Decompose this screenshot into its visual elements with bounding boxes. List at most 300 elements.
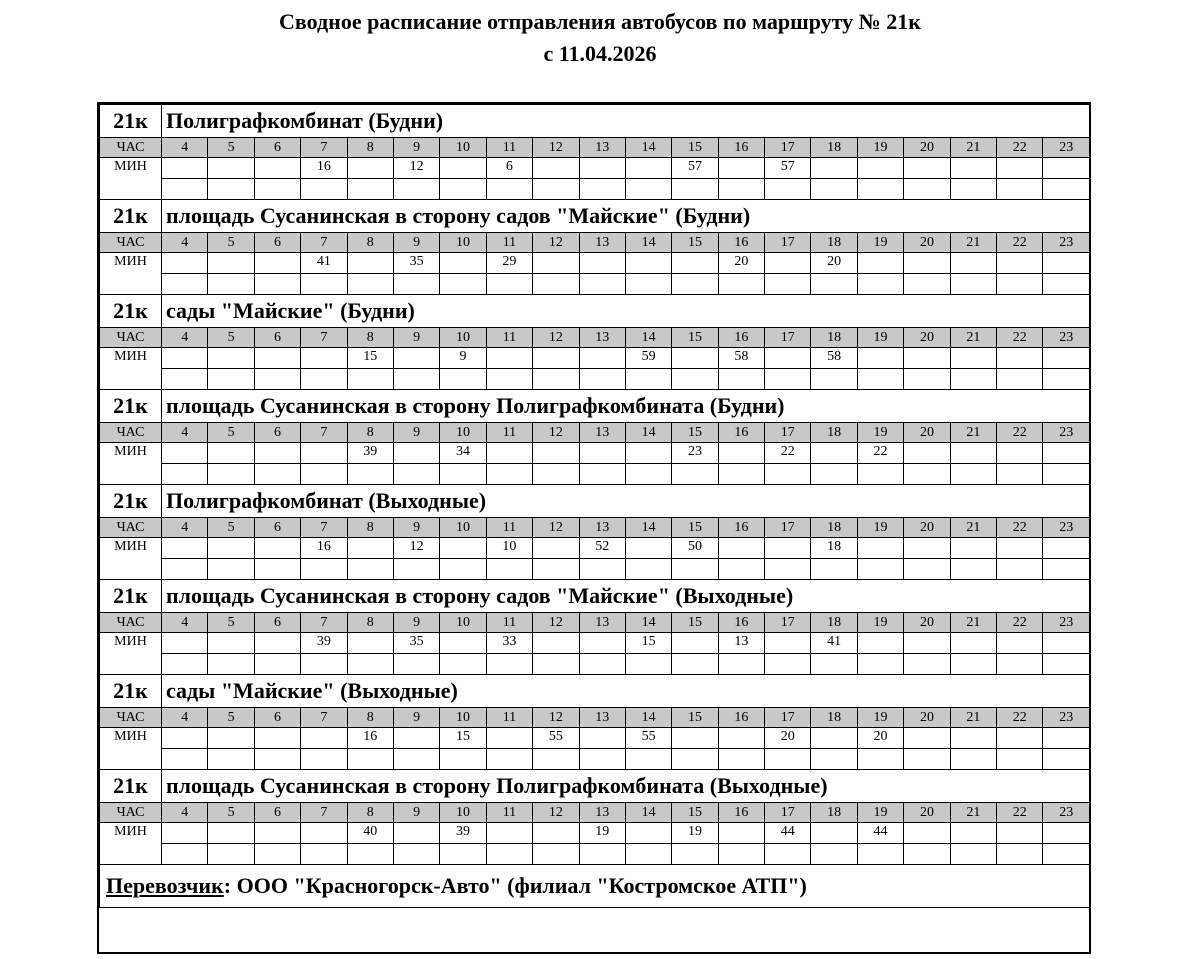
section-header	[100, 770, 1090, 803]
hour-cell: 23	[1043, 708, 1090, 728]
minute-cell-empty	[1043, 464, 1090, 485]
hour-cell: 19	[857, 423, 903, 443]
hour-cell: 14	[625, 518, 671, 538]
minute-cell-empty	[533, 844, 579, 865]
hour-cell: 9	[393, 423, 439, 443]
minute-cell: 20	[765, 728, 811, 749]
hour-cell: 7	[301, 423, 347, 443]
hour-cell: 4	[162, 328, 208, 348]
minute-cell	[857, 253, 903, 274]
minute-cell-empty	[254, 369, 300, 390]
minutes-label: МИН	[100, 443, 162, 485]
carrier-info	[100, 865, 1090, 908]
minute-cell-empty	[440, 179, 486, 200]
minute-cell: 59	[625, 348, 671, 369]
minute-cell-empty	[765, 369, 811, 390]
hour-cell: 16	[718, 613, 764, 633]
minute-cell-empty	[393, 369, 439, 390]
minute-cell	[254, 633, 300, 654]
carrier-label: Перевозчик	[106, 873, 224, 898]
hour-cell: 16	[718, 233, 764, 253]
minute-cell-empty	[579, 464, 625, 485]
minute-cell-empty	[486, 559, 532, 580]
stop-name: площадь Сусанинская в сторону Полиграфкомбината (Будни)	[162, 390, 1090, 423]
stop-name: Полиграфкомбинат (Выходные)	[162, 485, 1090, 518]
minute-cell-empty	[393, 179, 439, 200]
hour-cell: 5	[208, 803, 254, 823]
minutes-row	[100, 728, 1090, 749]
minute-cell	[997, 823, 1043, 844]
hour-cell: 15	[672, 708, 718, 728]
minute-cell-empty	[811, 749, 857, 770]
minute-cell-empty	[393, 274, 439, 295]
minute-cell	[950, 633, 996, 654]
minute-cell	[904, 443, 950, 464]
hour-cell: 8	[347, 613, 393, 633]
minute-cell	[393, 348, 439, 369]
hour-cell: 5	[208, 613, 254, 633]
minute-cell	[811, 158, 857, 179]
minute-cell	[997, 158, 1043, 179]
minute-cell-empty	[579, 654, 625, 675]
hour-cell: 5	[208, 708, 254, 728]
section-header	[100, 200, 1090, 233]
minute-cell-empty	[162, 274, 208, 295]
minute-cell	[997, 633, 1043, 654]
minute-cell-empty	[811, 844, 857, 865]
minute-cell	[904, 823, 950, 844]
hour-cell: 8	[347, 518, 393, 538]
hour-cell: 20	[904, 708, 950, 728]
hour-row	[100, 613, 1090, 633]
minute-cell-empty	[301, 559, 347, 580]
minute-cell	[254, 728, 300, 749]
minute-cell	[208, 823, 254, 844]
hour-cell: 10	[440, 803, 486, 823]
minute-cell	[950, 538, 996, 559]
minute-cell-empty	[718, 654, 764, 675]
minute-cell-empty	[765, 749, 811, 770]
stop-name: площадь Сусанинская в сторону садов "Майские" (Будни)	[162, 200, 1090, 233]
minute-cell-empty	[904, 654, 950, 675]
minute-cell: 15	[440, 728, 486, 749]
minute-cell-empty	[486, 369, 532, 390]
minute-cell	[997, 443, 1043, 464]
minute-cell-empty	[533, 179, 579, 200]
hour-cell: 6	[254, 328, 300, 348]
minute-cell-empty	[347, 274, 393, 295]
minute-cell: 39	[301, 633, 347, 654]
minute-cell-empty	[904, 179, 950, 200]
hour-cell: 23	[1043, 803, 1090, 823]
minutes-row	[100, 158, 1090, 179]
minute-cell-empty	[672, 274, 718, 295]
minute-cell	[857, 348, 903, 369]
minute-cell	[718, 538, 764, 559]
minute-cell: 22	[765, 443, 811, 464]
minute-cell	[162, 348, 208, 369]
minute-cell	[533, 633, 579, 654]
hour-cell: 12	[533, 518, 579, 538]
minute-cell	[718, 443, 764, 464]
minute-cell-empty	[1043, 654, 1090, 675]
hour-cell: 21	[950, 518, 996, 538]
minute-cell-empty	[440, 749, 486, 770]
hour-cell: 18	[811, 138, 857, 158]
hour-cell: 22	[997, 613, 1043, 633]
minute-cell-empty	[857, 464, 903, 485]
minute-cell: 55	[625, 728, 671, 749]
minute-cell	[950, 443, 996, 464]
hour-cell: 22	[997, 233, 1043, 253]
hour-cell: 21	[950, 423, 996, 443]
hour-cell: 10	[440, 613, 486, 633]
minute-cell-empty	[811, 274, 857, 295]
hour-cell: 9	[393, 613, 439, 633]
minute-cell-empty	[301, 179, 347, 200]
minute-cell-empty	[718, 844, 764, 865]
minute-cell: 35	[393, 253, 439, 274]
hour-row	[100, 518, 1090, 538]
hour-cell: 17	[765, 233, 811, 253]
minute-cell: 22	[857, 443, 903, 464]
minute-cell-empty	[811, 464, 857, 485]
minute-cell-empty	[857, 274, 903, 295]
stop-name: сады "Майские" (Будни)	[162, 295, 1090, 328]
hour-cell: 7	[301, 613, 347, 633]
hour-cell: 7	[301, 233, 347, 253]
minute-cell: 57	[765, 158, 811, 179]
minute-cell: 6	[486, 158, 532, 179]
minute-cell-empty	[718, 559, 764, 580]
minutes-row	[100, 253, 1090, 274]
minute-cell	[1043, 158, 1090, 179]
minute-cell	[1043, 253, 1090, 274]
schedule-table-frame	[97, 102, 1091, 954]
minute-cell	[718, 823, 764, 844]
minute-cell	[672, 348, 718, 369]
minutes-row-extra	[100, 179, 1090, 200]
minute-cell-empty	[440, 559, 486, 580]
minute-cell: 20	[811, 253, 857, 274]
minute-cell: 50	[672, 538, 718, 559]
minute-cell-empty	[486, 844, 532, 865]
minute-cell: 19	[579, 823, 625, 844]
hour-cell: 22	[997, 138, 1043, 158]
minute-cell-empty	[625, 749, 671, 770]
hour-cell: 5	[208, 233, 254, 253]
hour-cell: 6	[254, 613, 300, 633]
minute-cell-empty	[162, 844, 208, 865]
hour-cell: 19	[857, 518, 903, 538]
minute-cell: 18	[811, 538, 857, 559]
hour-cell: 13	[579, 803, 625, 823]
minute-cell-empty	[486, 749, 532, 770]
minute-cell	[347, 633, 393, 654]
hour-cell: 13	[579, 613, 625, 633]
minute-cell-empty	[765, 844, 811, 865]
minute-cell-empty	[950, 179, 996, 200]
minute-cell	[254, 443, 300, 464]
minute-cell-empty	[579, 559, 625, 580]
minute-cell	[162, 253, 208, 274]
stop-name: Полиграфкомбинат (Будни)	[162, 105, 1090, 138]
hour-cell: 17	[765, 138, 811, 158]
hour-cell: 16	[718, 803, 764, 823]
carrier-row	[100, 865, 1090, 908]
hour-cell: 22	[997, 708, 1043, 728]
minute-cell	[672, 728, 718, 749]
minute-cell-empty	[672, 369, 718, 390]
minute-cell	[533, 158, 579, 179]
hour-cell: 19	[857, 138, 903, 158]
minute-cell	[301, 728, 347, 749]
minute-cell	[208, 348, 254, 369]
minute-cell	[347, 538, 393, 559]
minute-cell	[950, 728, 996, 749]
minute-cell-empty	[672, 179, 718, 200]
minute-cell-empty	[533, 369, 579, 390]
minutes-label: МИН	[100, 633, 162, 675]
hour-cell: 20	[904, 803, 950, 823]
section-header	[100, 390, 1090, 423]
minute-cell: 20	[718, 253, 764, 274]
minute-cell: 39	[440, 823, 486, 844]
minute-cell-empty	[997, 179, 1043, 200]
hour-cell: 16	[718, 708, 764, 728]
hour-cell: 19	[857, 803, 903, 823]
minutes-label: МИН	[100, 348, 162, 390]
minute-cell: 9	[440, 348, 486, 369]
minute-cell-empty	[533, 749, 579, 770]
minute-cell-empty	[162, 179, 208, 200]
minute-cell-empty	[440, 464, 486, 485]
minute-cell: 57	[672, 158, 718, 179]
minute-cell-empty	[579, 274, 625, 295]
minutes-row-extra	[100, 654, 1090, 675]
hour-cell: 17	[765, 708, 811, 728]
minute-cell	[672, 633, 718, 654]
route-number: 21к	[100, 390, 162, 423]
hour-cell: 8	[347, 233, 393, 253]
minute-cell	[997, 253, 1043, 274]
hour-cell: 4	[162, 138, 208, 158]
minute-cell-empty	[533, 559, 579, 580]
minute-cell	[997, 538, 1043, 559]
hour-cell: 6	[254, 518, 300, 538]
hour-cell: 23	[1043, 328, 1090, 348]
section-header	[100, 295, 1090, 328]
minute-cell-empty	[347, 369, 393, 390]
minute-cell: 19	[672, 823, 718, 844]
minute-cell	[579, 443, 625, 464]
minute-cell-empty	[162, 654, 208, 675]
hour-cell: 4	[162, 518, 208, 538]
hour-cell: 8	[347, 803, 393, 823]
hour-label: ЧАС	[100, 613, 162, 633]
minutes-row	[100, 633, 1090, 654]
hour-cell: 23	[1043, 423, 1090, 443]
hour-cell: 13	[579, 518, 625, 538]
hour-cell: 11	[486, 613, 532, 633]
hour-cell: 13	[579, 233, 625, 253]
minute-cell	[950, 348, 996, 369]
minute-cell	[533, 538, 579, 559]
hour-cell: 20	[904, 423, 950, 443]
minute-cell	[950, 253, 996, 274]
hour-label: ЧАС	[100, 233, 162, 253]
minute-cell	[718, 728, 764, 749]
minute-cell-empty	[208, 464, 254, 485]
minute-cell-empty	[440, 844, 486, 865]
hour-label: ЧАС	[100, 518, 162, 538]
minute-cell	[904, 253, 950, 274]
hour-cell: 8	[347, 423, 393, 443]
minute-cell-empty	[579, 844, 625, 865]
minute-cell-empty	[625, 559, 671, 580]
hour-cell: 9	[393, 518, 439, 538]
hour-cell: 21	[950, 328, 996, 348]
minute-cell: 12	[393, 158, 439, 179]
hour-row	[100, 423, 1090, 443]
hour-cell: 8	[347, 328, 393, 348]
minute-cell-empty	[672, 559, 718, 580]
minute-cell-empty	[950, 559, 996, 580]
hour-cell: 17	[765, 803, 811, 823]
hour-cell: 17	[765, 328, 811, 348]
minute-cell-empty	[672, 844, 718, 865]
hour-row	[100, 138, 1090, 158]
minute-cell	[811, 823, 857, 844]
minute-cell-empty	[625, 369, 671, 390]
minute-cell-empty	[440, 369, 486, 390]
hour-cell: 11	[486, 423, 532, 443]
minute-cell-empty	[950, 844, 996, 865]
minutes-row	[100, 823, 1090, 844]
hour-cell: 15	[672, 423, 718, 443]
minute-cell-empty	[950, 749, 996, 770]
hour-cell: 14	[625, 138, 671, 158]
minutes-row-extra	[100, 464, 1090, 485]
hour-cell: 12	[533, 233, 579, 253]
minute-cell-empty	[718, 274, 764, 295]
hour-cell: 19	[857, 233, 903, 253]
minute-cell	[1043, 728, 1090, 749]
minute-cell-empty	[347, 654, 393, 675]
minute-cell-empty	[997, 464, 1043, 485]
hour-cell: 15	[672, 803, 718, 823]
minute-cell-empty	[254, 274, 300, 295]
minute-cell-empty	[486, 654, 532, 675]
hour-cell: 13	[579, 138, 625, 158]
hour-cell: 9	[393, 803, 439, 823]
hour-cell: 7	[301, 803, 347, 823]
minute-cell-empty	[997, 369, 1043, 390]
minute-cell-empty	[857, 749, 903, 770]
hour-cell: 4	[162, 233, 208, 253]
minute-cell	[301, 823, 347, 844]
route-number: 21к	[100, 580, 162, 613]
minute-cell-empty	[208, 844, 254, 865]
hour-cell: 14	[625, 423, 671, 443]
route-number: 21к	[100, 485, 162, 518]
minute-cell	[486, 823, 532, 844]
minute-cell-empty	[765, 179, 811, 200]
section-header	[100, 675, 1090, 708]
minute-cell	[254, 538, 300, 559]
minute-cell-empty	[393, 749, 439, 770]
minute-cell-empty	[904, 749, 950, 770]
hour-cell: 13	[579, 328, 625, 348]
stop-name: площадь Сусанинская в сторону Полиграфкомбината (Выходные)	[162, 770, 1090, 803]
minute-cell	[347, 158, 393, 179]
hour-cell: 11	[486, 708, 532, 728]
minute-cell-empty	[347, 749, 393, 770]
minute-cell-empty	[1043, 844, 1090, 865]
minute-cell: 44	[765, 823, 811, 844]
minute-cell-empty	[208, 369, 254, 390]
minute-cell	[162, 158, 208, 179]
minute-cell-empty	[904, 559, 950, 580]
minute-cell	[208, 633, 254, 654]
hour-cell: 6	[254, 708, 300, 728]
minute-cell	[208, 253, 254, 274]
hour-cell: 12	[533, 803, 579, 823]
minutes-row-extra	[100, 749, 1090, 770]
minute-cell: 41	[301, 253, 347, 274]
hour-cell: 7	[301, 708, 347, 728]
minute-cell-empty	[347, 559, 393, 580]
minute-cell-empty	[347, 179, 393, 200]
hour-label: ЧАС	[100, 138, 162, 158]
minute-cell	[347, 253, 393, 274]
hour-row	[100, 328, 1090, 348]
minute-cell-empty	[254, 464, 300, 485]
hour-cell: 22	[997, 518, 1043, 538]
minute-cell-empty	[579, 749, 625, 770]
minute-cell-empty	[208, 749, 254, 770]
hour-cell: 20	[904, 328, 950, 348]
hour-cell: 20	[904, 613, 950, 633]
minute-cell-empty	[718, 369, 764, 390]
minute-cell-empty	[857, 559, 903, 580]
minute-cell	[904, 158, 950, 179]
minute-cell	[301, 348, 347, 369]
route-number: 21к	[100, 105, 162, 138]
minute-cell-empty	[950, 654, 996, 675]
minute-cell	[625, 253, 671, 274]
hour-cell: 18	[811, 233, 857, 253]
minute-cell	[579, 633, 625, 654]
hour-cell: 16	[718, 423, 764, 443]
minute-cell: 35	[393, 633, 439, 654]
minute-cell-empty	[950, 369, 996, 390]
minute-cell: 29	[486, 253, 532, 274]
minute-cell	[811, 443, 857, 464]
hour-cell: 5	[208, 138, 254, 158]
minute-cell	[162, 443, 208, 464]
hour-cell: 4	[162, 708, 208, 728]
minute-cell-empty	[301, 274, 347, 295]
minute-cell	[997, 348, 1043, 369]
hour-cell: 23	[1043, 138, 1090, 158]
minute-cell: 44	[857, 823, 903, 844]
hour-cell: 22	[997, 803, 1043, 823]
hour-cell: 16	[718, 518, 764, 538]
minute-cell	[904, 728, 950, 749]
hour-cell: 14	[625, 803, 671, 823]
hour-cell: 21	[950, 708, 996, 728]
